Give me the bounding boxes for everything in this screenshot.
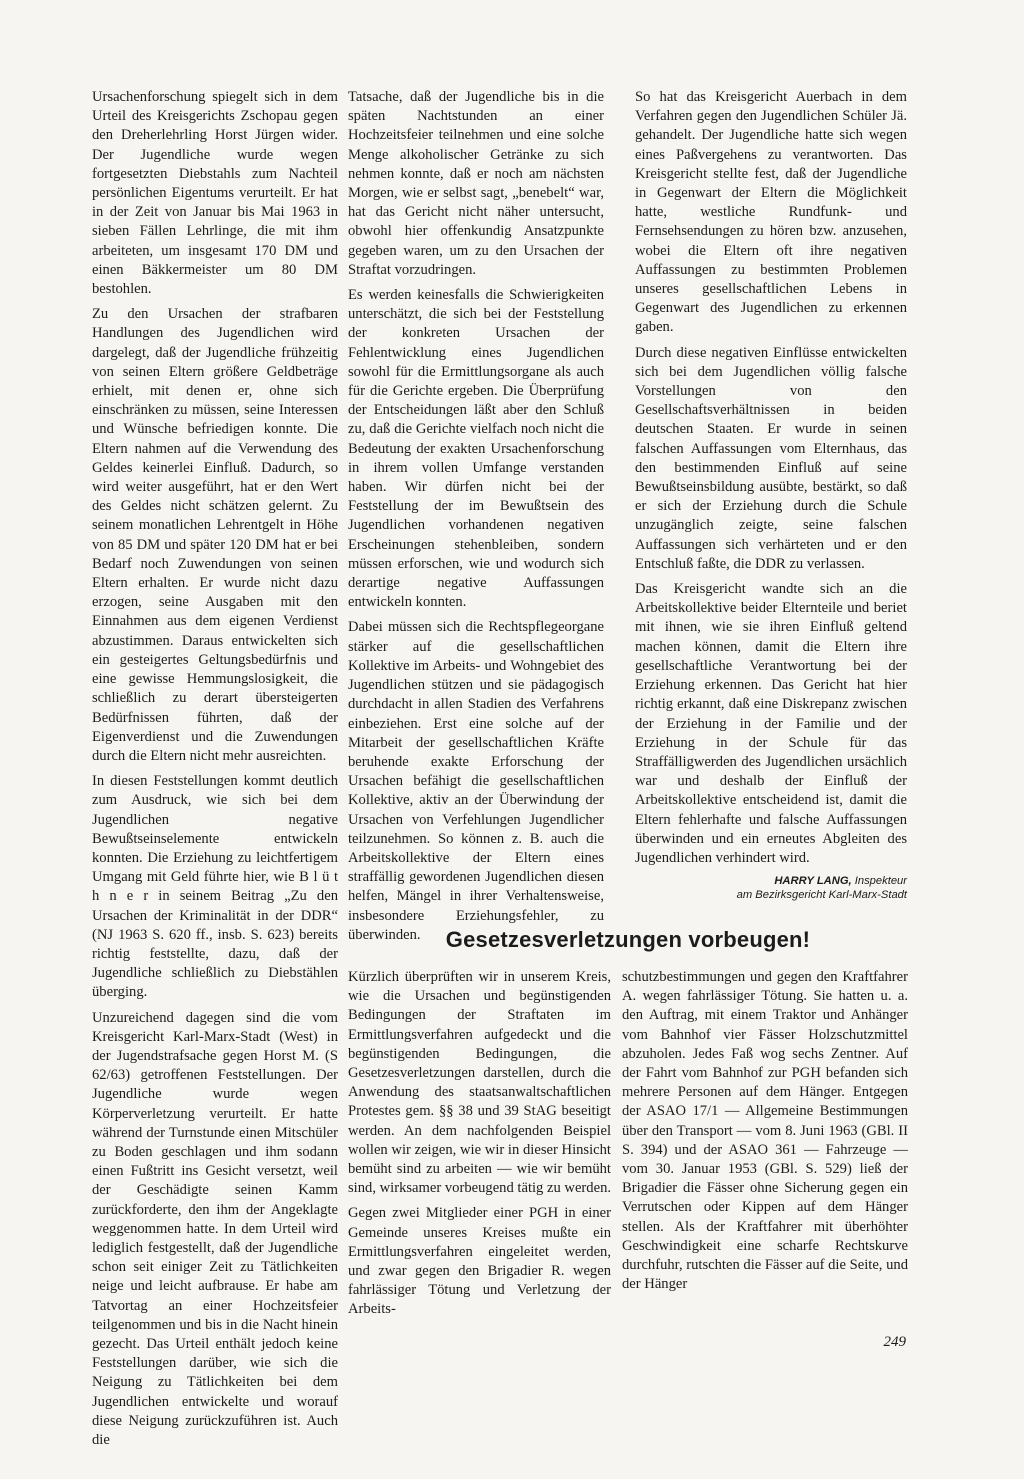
author-name: HARRY LANG, — [774, 875, 852, 888]
article-headline: Gesetzesverletzungen vorbeugen! — [445, 927, 811, 952]
paragraph: Das Kreisgericht wandte sich an die Arbeitskollektive beider Elternteile und beriet mit ihnen, wie sie ihren Einfluß geltend machen können, damit die Eltern ihre gesellschaftliche Verantwortung bei der Erziehung erkennen. Das Gericht hat hier richtig erkannt, daß eine Diskrepanz zwischen der Erziehung in der Familie und der Erziehung in der Schule für das Straffälligwerden des Jugendlichen ursächlich war und deshalb der Einfluß der Arbeitskollektive entscheidend ist, damit die Eltern fehlerhafte und falsche Auffassungen überwinden und ein erneutes Abgleiten des Jugendlichen verhindert wird. — [635, 581, 907, 866]
author-court: am Bezirksgericht Karl-Marx-Stadt — [736, 889, 907, 902]
author-title: Inspekteur — [854, 875, 907, 888]
column-1 — [92, 88, 338, 1456]
paragraph: Unzureichend dagegen sind die vom Kreisgericht Karl-Marx-Stadt (West) in der Jugendstrafsache gegen Horst M. (S 62/63) getroffenen Feststellungen. Der Jugendliche wurde wegen Körperverletzung verurteilt. Er hatte während der Turnstunde einen Mitschüler zu Boden geschlagen und ihm sodann einen Fußtritt ins Gesicht versetzt, weil der Geschädigte seinen Kamm zurückforderte, den ihm der Angeklagte weggenommen hatte. In dem Urteil wird lediglich festgestellt, daß der Jugendliche schon seit einiger Zeit zu Tätlichkeiten neige und leicht aufbrause. Er habe am Tatvortag an einer Hochzeitsfeier teilgenommen und bis in die Nacht hinein gezecht. Das Urteil enthält jedoch keine Feststellungen darüber, wie sich die Neigung zu Tätlichkeiten bei dem Jugendlichen entwickelte und worauf diese Neigung zurückzuführen ist. Auch die — [92, 1009, 338, 1449]
page-number: 249 — [883, 1334, 906, 1350]
column-3 — [635, 88, 907, 902]
paragraph: Durch diese negativen Einflüsse entwickelten sich bei dem Jugendlichen völlig falsche Vorstellungen von den Gesellschaftsverhältnissen in beiden deutschen Staaten. Er wurde in seinen falschen Auffassungen vom Elternhaus, das den bestimmenden Einfluß auf seine Bewußtseinsbildung ausübte, bestärkt, so daß er sich der Erziehung durch die Schule unzugänglich zeigte, seine falschen Auffassungen sich verhärteten und er den Entschluß faßte, die DDR zu verlassen. — [635, 344, 907, 572]
paragraph: Gegen zwei Mitglieder einer PGH in einer Gemeinde unseres Kreises mußte ein Ermittlungsverfahren eingeleitet werden, und zwar gegen den Brigadier R. wegen fahrlässiger Tötung und Verletzung der Arbeits- — [348, 1205, 611, 1318]
author-signature — [635, 874, 907, 902]
paragraph: Kürzlich überprüften wir in unserem Kreis, wie die Ursachen und begünstigenden Bedingungen der Straftaten im Ermittlungsverfahren aufgedeckt und die begünstigenden Bedingungen, die Gesetzesverletzungen darstellen, durch die Anwendung des staatsanwaltschaftlichen Protestes gem. §§ 38 und 39 StAG beseitigt werden. An dem nachfolgenden Beispiel wollen wir zeigen, wie wir in dieser Hinsicht bemüht sind zu arbeiten — wie wir bemüht sind, wirksamer vorbeugend tätig zu werden. — [348, 969, 612, 1197]
paragraph: Zu den Ursachen der strafbaren Handlungen des Jugendlichen wird dargelegt, daß der Jugendliche frühzeitig von seinen Eltern größere Geldbeträge erhielt, mit denen er, ohne sich einschränken zu müssen, seine Interessen und Wünsche befriedigen konnte. Die Eltern nahmen auf die Verwendung des Geldes keinerlei Einfluß. Dadurch, so wird weiter ausgeführt, hat er den Wert des Geldes nicht schätzen gelernt. Zu seinem monatlichen Lehrentgelt in Höhe von 85 DM und später 120 DM hat er bei Bedarf noch Zuwendungen von seinen Eltern erhalten. Er wurde nicht dazu erzogen, seine Ausgaben mit den Einnahmen aus dem eigenen Verdienst abzustimmen. Daraus entwickelten sich ein gesteigertes Geltungsbedürfnis und eine gewisse Hemmungslosigkeit, die schließlich zu derart übersteigerten Bedürfnissen führten, daß der Eigenverdienst und die Zuwendungen durch die Eltern nicht mehr ausreichten. — [92, 306, 338, 764]
paragraph: In diesen Feststellungen kommt deutlich zum Ausdruck, wie sich bei dem Jugendlichen negative Bewußtseinselemente entwickeln konnten. Die Erziehung zu leichtfertigem Umgang mit Geld führte hier, wie B l ü t h n e r in seinem Beitrag „Zu den Ursachen der Kriminalität in der DDR“ (NJ 1963 S. 620 ff., insb. S. 623) bereits richtig feststellte, dazu, daß der Jugendliche schließlich zu Diebstählen überging. — [92, 773, 338, 1001]
paragraph: Ursachenforschung spiegelt sich in dem Urteil des Kreisgerichts Zschopau gegen den Dreherlehrling Horst Jürgen wider. Der Jugendliche wurde wegen fortgesetzten Diebstahls zum Nachteil persönlichen Eigentums verurteilt. Er hat in der Zeit von Januar bis Mai 1963 in sieben Fällen Lehrlinge, die mit ihm arbeiteten, um insgesamt 170 DM und einen Bäkkermeister um 80 DM bestohlen. — [92, 89, 338, 298]
paragraph: schutzbestimmungen und gegen den Kraftfahrer A. wegen fahrlässiger Tötung. Sie hatten u. a. den Auftrag, mit einem Traktor und Anhänger vom Bahnhof vier Fässer Holzschutzmittel abzuholen. Jedes Faß wog sechs Zentner. Auf der Fahrt vom Bahnhof zur PGH befanden sich mehrere Personen auf dem Hänger. Entgegen der ASAO 17/1 — Allgemeine Bestimmungen über den Transport — vom 8. Juni 1963 (GBl. II S. 394) und der ASAO 361 — Fahrzeuge — vom 30. Januar 1953 (GBl. S. 529) ließ der Brigadier die Fässer ohne Sicherung gegen ein Verrutschen oder Kippen auf dem Hänger stellen. Als der Kraftfahrer mit überhöhter Geschwindigkeit eine scharfe Rechtskurve durchfuhr, rutschten die Fässer auf die Seite, und der Hänger — [622, 969, 908, 1293]
column-5 — [622, 968, 908, 1300]
column-4 — [348, 968, 611, 1326]
paragraph: Dabei müssen sich die Rechtspflegeorgane stärker auf die gesellschaftlichen Kollektive im Arbeits- und Wohngebiet des Jugendlichen stützen und sie pädagogisch durchdacht in allen Stadien des Verfahrens einbeziehen. Erst eine solche auf der Mitarbeit der gesellschaftlichen Kräfte beruhende exakte Erforschung der Ursachen befähigt die gesellschaftlichen Kollektive, aktiv an der Überwindung der Ursachen von Verfehlungen Jugendlicher teilzunehmen. So können z. B. auch die Arbeitskollektive der Eltern eines straffällig gewordenen Jugendlichen diesen helfen, Mängel in ihrer Verhaltensweise, insbesondere Erziehungsfehler, zu überwinden. — [348, 619, 604, 943]
column-2 — [348, 88, 604, 951]
paragraph: Es werden keinesfalls die Schwierigkeiten unterschätzt, die sich bei der Feststellung der konkreten Ursachen der Fehlentwicklung eines Jugendlichen sowohl für die Ermittlungsorgane als auch für die Gerichte ergeben. Die Überprüfung der Entscheidungen läßt aber den Schluß zu, daß die Gerichte vielfach noch nicht die Bedeutung der exakten Ursachenforschung in ihrem vollen Umfange verstanden haben. Wir dürfen nicht bei der Feststellung der im Bewußtsein des Jugendlichen vorhandenen negativen Erscheinungen stehenbleiben, sondern müssen erforschen, wie und wodurch sich derartige negative Auffassungen entwickeln konnten. — [348, 287, 604, 611]
paragraph: So hat das Kreisgericht Auerbach in dem Verfahren gegen den Jugendlichen Schüler Jä. gehandelt. Der Jugendliche hatte sich wegen eines Paßvergehens zu verantworten. Das Kreisgericht stellte fest, daß der Jugendliche in Gegenwart der Eltern die Möglichkeit hatte, westliche Rundfunk- und Fernsehsendungen zu hören bzw. anzusehen, wobei die Eltern oft ihre negativen Auffassungen zu bestimmten Problemen unseres gesellschaftlichen Lebens in Gegenwart des Jugendlichen zu erkennen gaben. — [635, 89, 907, 336]
paragraph: Tatsache, daß der Jugendliche bis in die späten Nachtstunden an einer Hochzeitsfeier teilnehmen und eine solche Menge alkoholischer Getränke zu sich nehmen konnte, daß er noch am nächsten Morgen, wie er selbst sagt, „benebelt“ war, hat das Gericht nicht näher untersucht, obwohl hier offenkundig Ansatzpunkte gegeben waren, um zu den Ursachen der Straftat vorzudringen. — [348, 89, 604, 278]
